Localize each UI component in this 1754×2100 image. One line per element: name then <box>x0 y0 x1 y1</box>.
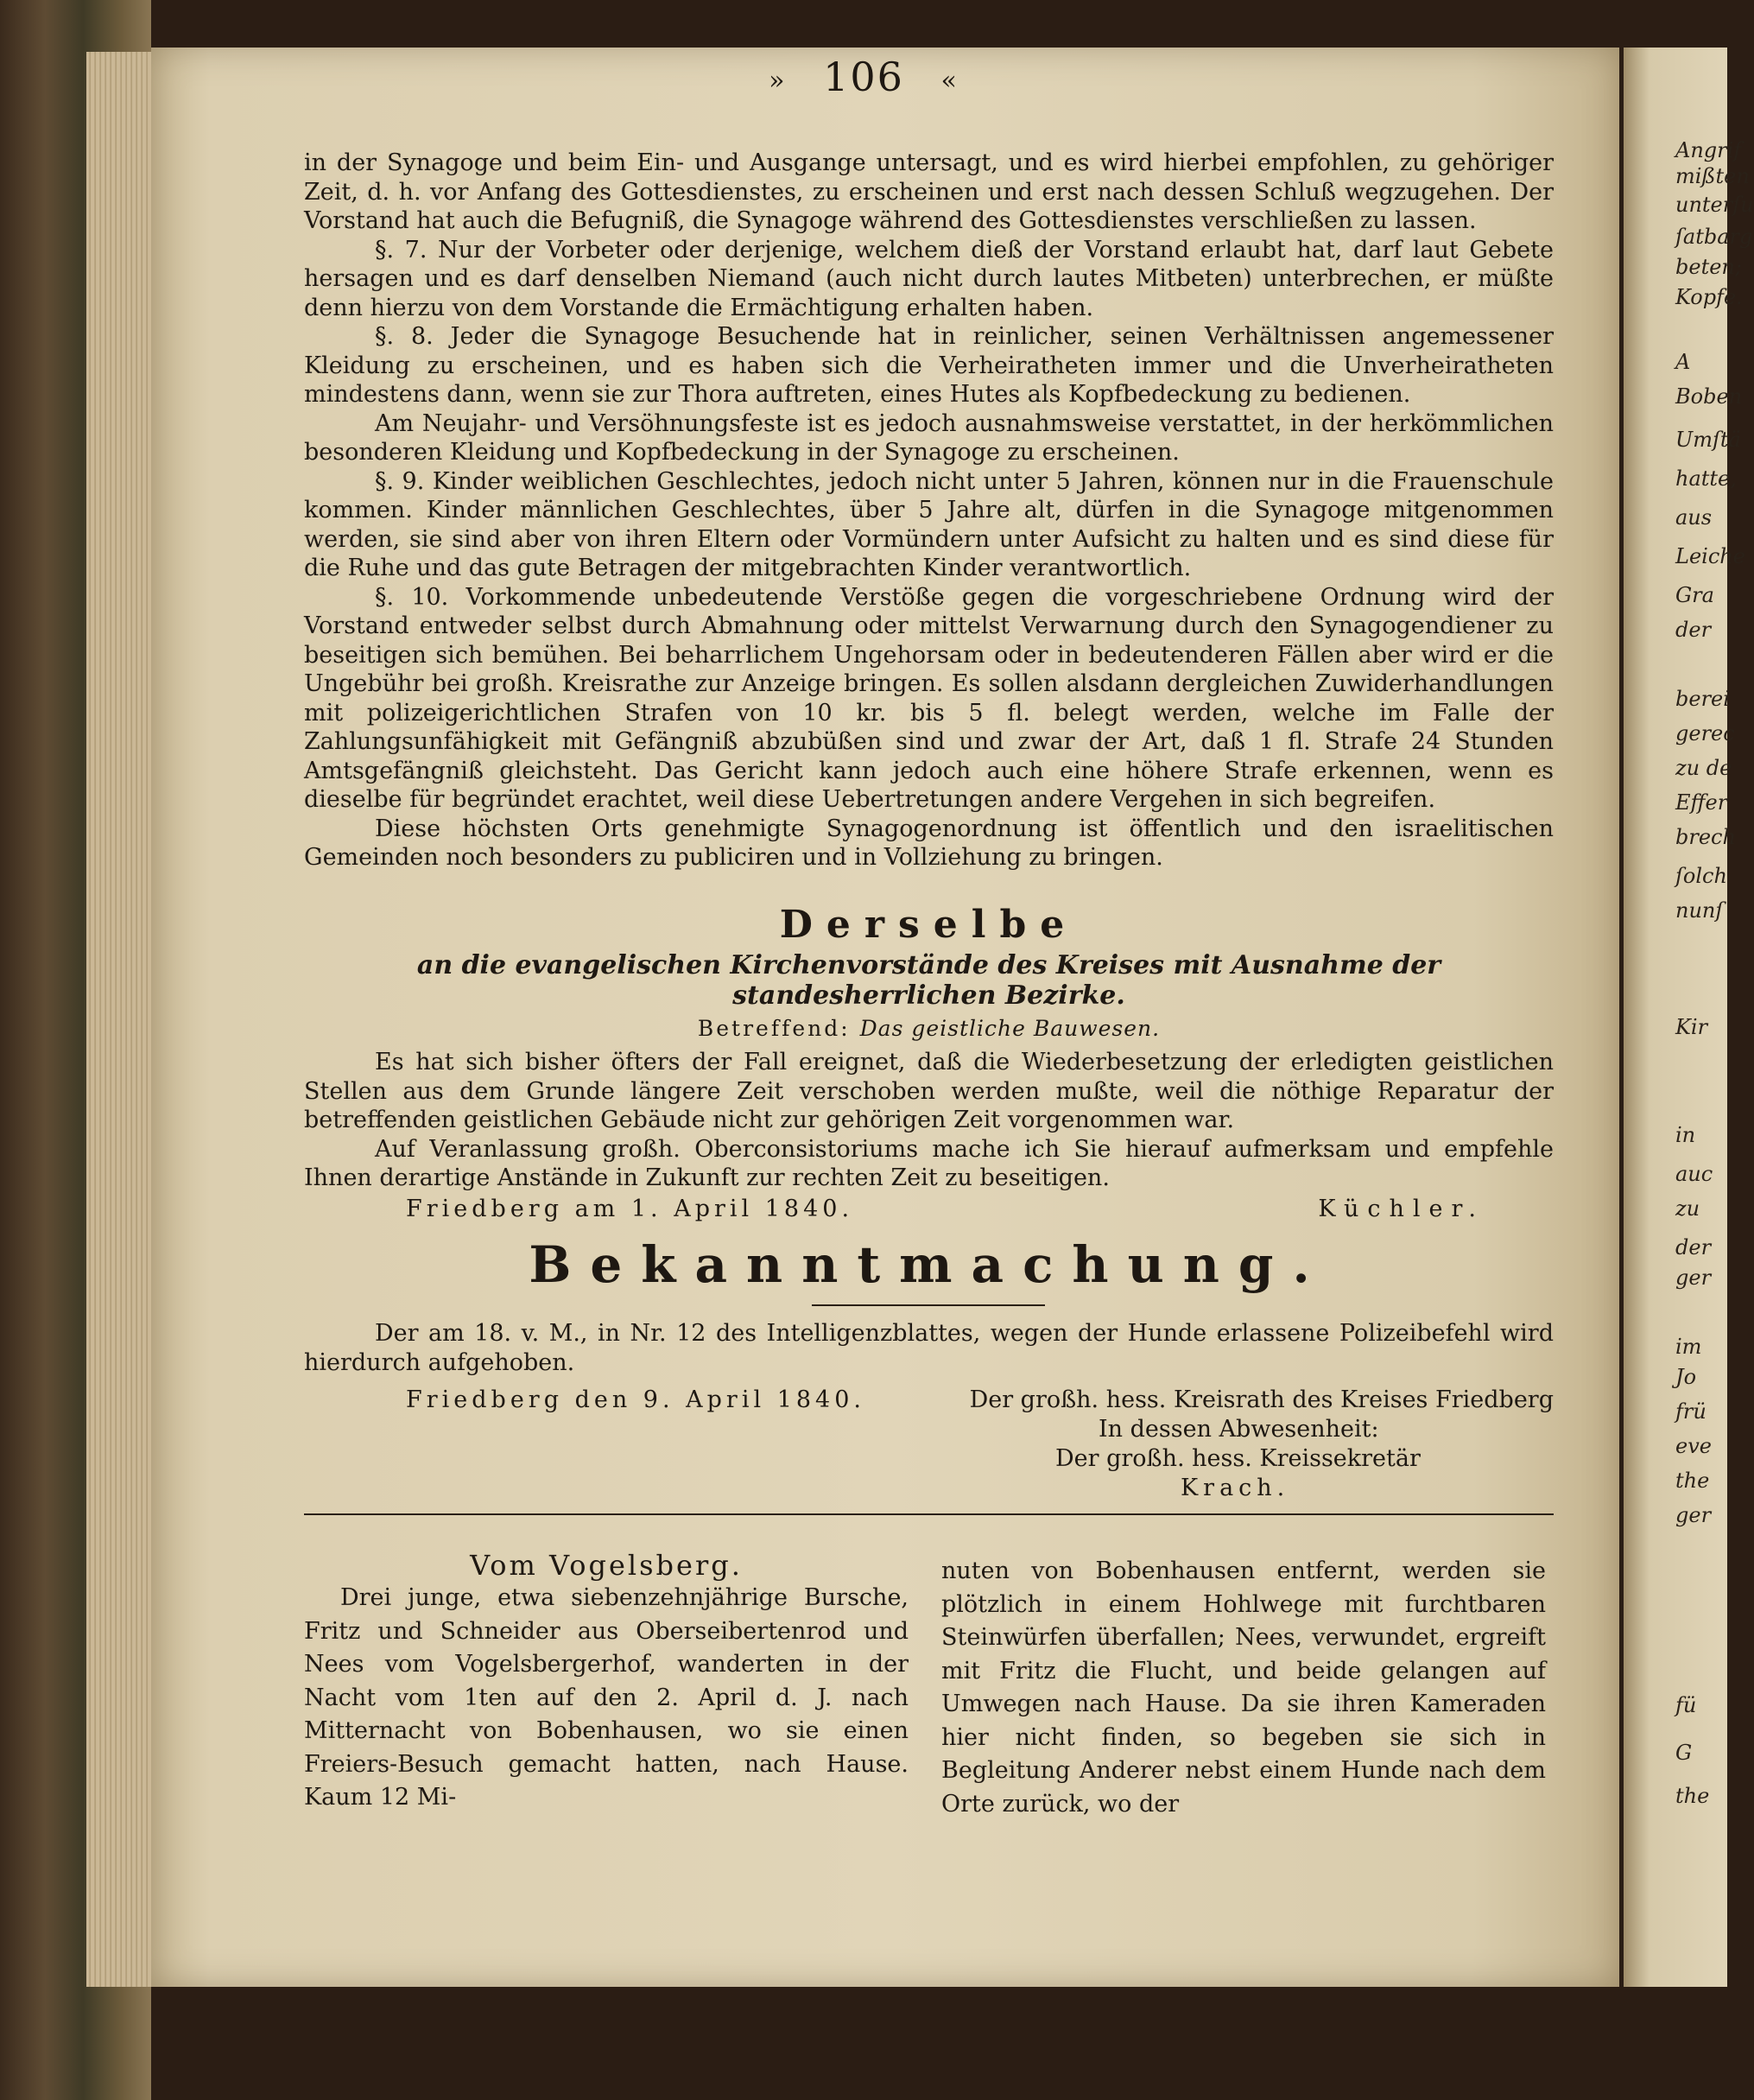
derselbe-signature: Küchler. <box>1318 1195 1485 1222</box>
betreffend-subject: Das geistliche Bauwesen. <box>859 1016 1161 1041</box>
facing-page-fragment: ſatbarg <box>1675 225 1753 249</box>
paragraph-section-7: §. 7. Nur der Vorbeter oder derjenige, welchem dieß der Vorstand erlaubt hat, darf laut Gebete hersagen und es darf denselben Niemand (auch nicht durch lautes Mitbeten) unterbrechen, er müßte denn hierzu von dem Vorstande die Ermächtigung erhalten haben. <box>304 236 1554 321</box>
page-number: 106 <box>823 54 904 100</box>
facing-page-fragment: Boben <box>1675 384 1743 409</box>
derselbe-paragraph-2: Auf Veranlassung großh. Oberconsistoriums mache ich Sie hierauf aufmerksam und empfehle Ihnen derartige Anstände in Zukunft zur rechten Zeit zu beseitigen. <box>304 1135 1554 1191</box>
bekanntmachung-notice <box>304 1235 1554 1294</box>
page-number-header <box>0 54 1727 100</box>
bekanntmachung-body <box>304 1319 1554 1503</box>
facing-page-fragment: beten; <box>1675 255 1742 279</box>
facing-page-fragment: zu <box>1675 1196 1700 1221</box>
facing-page-fragment: Jo <box>1675 1365 1697 1389</box>
paragraph-section-9: §. 9. Kinder weiblichen Geschlechtes, jedoch nicht unter 5 Jahren, können nur in die Frauenschule kommen. Kinder männlichen Geschlechtes, über 5 Jahre alt, dürfen in die Synagoge mitgenommen werden, sie sind aber von ihren Eltern oder Vormündern unter Aufsicht zu halten und es sind diese für die Ruhe und das gute Betragen der mitgebrachten Kinder verantwortlich. <box>304 467 1554 581</box>
derselbe-addressee: an die evangelischen Kirchenvorstände des Kreises mit Ausnahme der standesherrlichen Bezirke. <box>416 950 1441 1011</box>
paragraph-continuation: in der Synagoge und beim Ein- und Ausgange untersagt, und es wird hierbei empfohlen, zu gehöriger Zeit, d. h. vor Anfang des Gottesdienstes, zu erscheinen und erst nach dessen Schluß wegzugehen. Der Vorstand hat auch die Befugniß, die Synagoge während des Gottesdienstes verschließen zu lassen. <box>304 149 1554 234</box>
facing-page-fragment: unterſu <box>1675 193 1754 217</box>
paragraph-holidays: Am Neujahr- und Versöhnungsfeste ist es jedoch ausnahmsweise verstattet, in der herkömmlichen besonderen Kleidung und Kopfbedeckung in der Synagoge zu erscheinen. <box>304 409 1554 466</box>
facing-page-fragment: hatte, <box>1675 466 1737 491</box>
facing-page-fragment: ger <box>1675 1503 1712 1527</box>
facing-page-fragment: A <box>1675 350 1691 374</box>
facing-page-fragment: G <box>1675 1741 1693 1765</box>
facing-page-fragment: der <box>1675 1235 1712 1259</box>
facing-page-fragment: berei <box>1675 687 1730 711</box>
facing-page-fragment: fü <box>1675 1693 1697 1717</box>
paragraph-section-10: §. 10. Vorkommende unbedeutende Verstöße gegen die vorgeschriebene Ordnung wird der Vorstand entweder selbst durch Abmahnung oder mittelst Verwarnung durch den Synagogendiener zu beseitigen sich bemühen. Bei beharrlichem Ungehorsam oder in bedeutenderen Fällen aber wird er die Ungebühr bei großh. Kreisrathe zur Anzeige bringen. Es sollen alsdann dergleichen Zuwiderhandlungen mit polizeigerichtlichen Strafen von 10 kr. bis 5 fl. belegt werden, welche im Falle der Zahlungsunfähigkeit mit Gefängniß abzubüßen sind und zwar der Art, daß 1 fl. Strafe 24 Stunden Amtsgefängniß gleichsteht. Das Gericht kann jedoch auch eine höhere Strafe erkennen, wenn es dieselbe für begründet erachtet, weil diese Uebertretungen andere Vergehen in sich begreifen. <box>304 583 1554 813</box>
derselbe-closing <box>304 1195 1554 1224</box>
synagogue-regulations <box>304 149 1554 872</box>
facing-page-fragment: Gra <box>1675 583 1714 607</box>
facing-page-fragment: mißten <box>1675 164 1750 188</box>
bekanntmachung-absence: In dessen Abwesenheit: <box>1099 1416 1379 1443</box>
paragraph-publication: Diese höchsten Orts genehmigte Synagogenordnung ist öffentlich und den israelitischen Gemeinden noch besonders zu publiciren und in Vollziehung zu bringen. <box>304 815 1554 871</box>
facing-page-fragment: eve <box>1675 1434 1712 1458</box>
facing-page-fragment: Kopfe. <box>1675 285 1743 309</box>
facing-page-fragment: the <box>1675 1469 1710 1493</box>
facing-page-fragment: Angrif <box>1675 138 1742 162</box>
section-divider <box>304 1513 1554 1515</box>
facing-page-fragment: Kir <box>1675 1015 1708 1039</box>
facing-page-fragment: the <box>1675 1784 1710 1808</box>
vogelsberg-right-text: nuten von Bobenhausen entfernt, werden sie plötzlich in einem Hohlwege mit furchtbaren Steinwürfen überfallen; Nees, verwundet, ergreift mit Fritz die Flucht, und beide gelangen auf Umwegen nach Hause. Da sie ihren Kameraden hier nicht finden, so begeben sie sich in Begleitung Anderer nebst einem Hunde nach dem Orte zurück, wo der <box>941 1558 1546 1818</box>
bekanntmachung-heading: Bekanntmachung. <box>529 1235 1329 1294</box>
heading-underline <box>812 1304 1045 1306</box>
facing-page-edge <box>1624 48 1754 1987</box>
vogelsberg-heading: Vom Vogelsberg. <box>470 1549 743 1582</box>
facing-page-fragment: brech <box>1675 825 1736 849</box>
vogelsberg-right-column <box>941 1555 1546 1821</box>
betreffend-label: Betreffend: <box>697 1016 851 1041</box>
facing-page-fragment: im <box>1675 1335 1702 1359</box>
bekanntmachung-secretary: Der großh. hess. Kreissekretär <box>1055 1445 1421 1472</box>
facing-page-fragment: auc <box>1675 1162 1713 1186</box>
betreffend-line <box>304 1016 1554 1041</box>
facing-page-fragment: nunſ <box>1675 898 1724 923</box>
facing-page-fragment: gerec <box>1675 721 1735 745</box>
bekanntmachung-text: Der am 18. v. M., in Nr. 12 des Intelligenzblattes, wegen der Hunde erlassene Polizeibefehl wird hierdurch aufgehoben. <box>304 1320 1554 1376</box>
vogelsberg-left-column <box>304 1549 909 1815</box>
ornament-left-icon: » <box>769 65 787 96</box>
facing-page-fragment: Umſtä <box>1675 428 1741 452</box>
facing-page-fragment: Effer <box>1675 790 1728 815</box>
facing-page-fragment: aus <box>1675 505 1713 530</box>
vogelsberg-left-text: Drei junge, etwa siebenzehnjährige Bursche, Fritz und Schneider aus Oberseibertenrod und Nees vom Vogelsbergerhof, wanderten in der Nacht vom 1ten auf den 2. April d. J. nach Mitternacht von Bobenhausen, wo sie einen Freiers-Besuch gemacht hatten, nach Hause. Kaum 12 Mi- <box>304 1584 909 1811</box>
bekanntmachung-place-date: Friedberg den 9. April 1840. <box>406 1386 865 1413</box>
derselbe-heading: Derselbe <box>779 903 1079 947</box>
facing-page-fragment: frü <box>1675 1399 1707 1424</box>
bekanntmachung-signature: Krach. <box>1181 1475 1290 1501</box>
derselbe-notice <box>304 903 1554 1224</box>
derselbe-place-date: Friedberg am 1. April 1840. <box>406 1195 854 1222</box>
bekanntmachung-authority: Der großh. hess. Kreisrath des Kreises Friedberg <box>969 1386 1554 1413</box>
ornament-right-icon: « <box>940 65 959 96</box>
facing-page-fragment: der <box>1675 618 1712 642</box>
facing-page-fragment: in <box>1675 1123 1696 1147</box>
facing-page-fragment: zu de <box>1675 756 1732 780</box>
paragraph-section-8: §. 8. Jeder die Synagoge Besuchende hat in reinlicher, seinen Verhältnissen angemessener Kleidung zu erscheinen, und es haben sich die Verheiratheten immer und die Unverheiratheten mindestens dann, wenn sie zur Thora auftreten, eines Hutes als Kopfbedeckung zu bedienen. <box>304 323 1554 408</box>
facing-page-fragment: ſolch <box>1675 864 1727 888</box>
derselbe-paragraph-1: Es hat sich bisher öfters der Fall ereignet, daß die Wiederbesetzung der erledigten geistlichen Stellen aus dem Grunde längere Zeit verschoben werden mußte, weil die nöthige Reparatur der betreffenden geistlichen Gebäude nicht zur gehörigen Zeit vorgenommen war. <box>304 1049 1554 1133</box>
facing-page-fragment: ger <box>1675 1266 1712 1290</box>
facing-page-fragment: Leiche <box>1675 544 1745 568</box>
bekanntmachung-closing <box>304 1386 1554 1415</box>
